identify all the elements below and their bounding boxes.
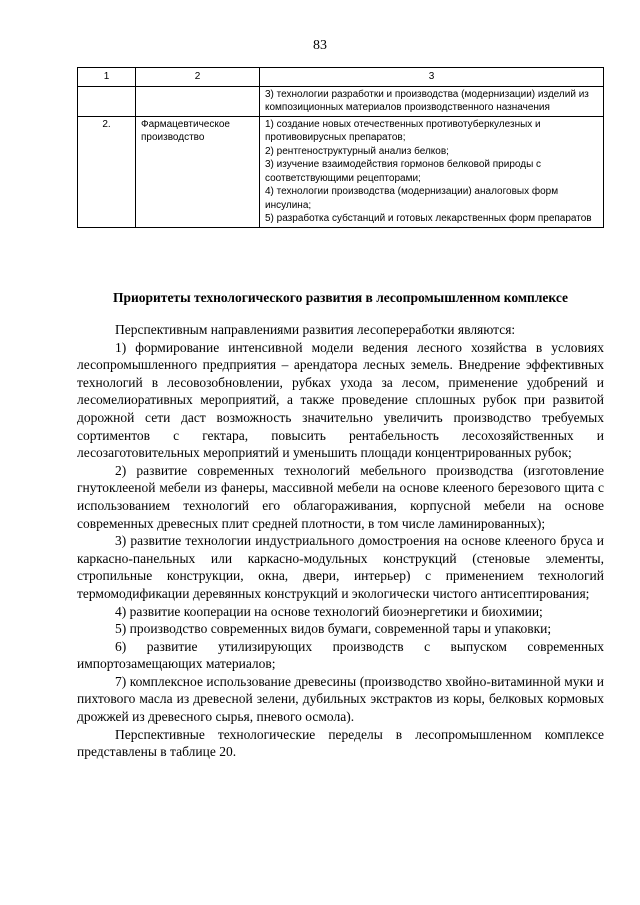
row-number: 2.	[78, 116, 136, 227]
technology-item: 1) создание новых отечественных противотуберкулезных и противовирусных препаратов;	[265, 118, 541, 143]
technology-item: 4) технологии производства (модернизации) аналоговых форм инсулина;	[265, 186, 559, 211]
list-item: 1) формирование интенсивной модели ведения лесного хозяйства в условиях лесопромышленного предприятия – арендатора лесных земель. Внедрение эффективных технологий в лесовозобновлении, рубках ухода за лесом, применение удобрений и лесомелиоративных мероприятий, а также проведение сплошных рубок при развитой дорожной сети даст возможность значительно увеличить производство требуемых сортиментов с гектара, повысить рентабельность лесохозяйственных и лесозаготовительных мероприятий и уменьшить площади концентрированных рубок;	[77, 339, 604, 461]
row-technologies	[260, 116, 604, 227]
technology-item: 3) технологии разработки и производства (модернизации) изделий из композиционных материалов производственного назначения	[265, 88, 589, 113]
row-technologies	[260, 86, 604, 116]
list-item: 3) развитие технологии индустриального домостроения на основе клееного бруса и каркасно-панельных или каркасно-модульных конструкций (стеновые элементы, стропильные конструкции, окна, двери, интерьер) с применением технологий термомодификации деревянных конструкций и экологически чистого антисептирования;	[77, 533, 604, 601]
table-row	[78, 86, 604, 116]
technology-item: 3) изучение взаимодействия гормонов белковой природы с соответствующими рецепторами;	[265, 159, 542, 184]
table-row	[78, 116, 604, 227]
table-header-row	[78, 68, 604, 87]
intro-paragraph: Перспективным направлениями развития лесопереработки являются:	[115, 322, 516, 337]
priorities-table	[77, 67, 604, 228]
section-heading: Приоритеты технологического развития в лесопромышленном комплексе	[112, 290, 568, 305]
technology-item: 2) рентгеноструктурный анализ белков;	[265, 145, 449, 157]
row-industry-name	[136, 86, 260, 116]
row-industry-name: Фармацевтическое производство	[136, 116, 260, 227]
list-item: 6) развитие утилизирующих производств с выпуском современных импортозамещающих материалов;	[77, 638, 604, 672]
column-header-2: 2	[136, 68, 260, 87]
list-item: 5) производство современных видов бумаги, современной тары и упаковки;	[115, 621, 552, 637]
technology-item: 5) разработка субстанций и готовых лекарственных форм препаратов	[265, 213, 592, 224]
list-item: 2) развитие современных технологий мебельного производства (изготовление гнутоклееной мебели из фанеры, массивной мебели на основе клееного березового щита с использованием технологий его облагораживания, корпусной мебели на основе современных древесных плит средней плотности, в том числе ламинированных);	[77, 462, 604, 531]
column-header-3: 3	[260, 68, 604, 87]
row-number	[78, 86, 136, 116]
list-item: 4) развитие кооперации на основе технологий биоэнергетики и биохимии;	[115, 603, 543, 619]
list-item: 7) комплексное использование древесины (производство хвойно-витаминной муки и пихтового масла из древесной зелени, дубильных экстрактов из коры, белковых кормовых дрожжей из древесного сырья, пневого осмола).	[77, 673, 604, 725]
section-body	[77, 321, 604, 761]
column-header-1: 1	[78, 68, 136, 87]
page-number: 83	[313, 38, 327, 53]
closing-paragraph: Перспективные технологические переделы в лесопромышленном комплексе представлены в таблице 20.	[77, 726, 604, 760]
